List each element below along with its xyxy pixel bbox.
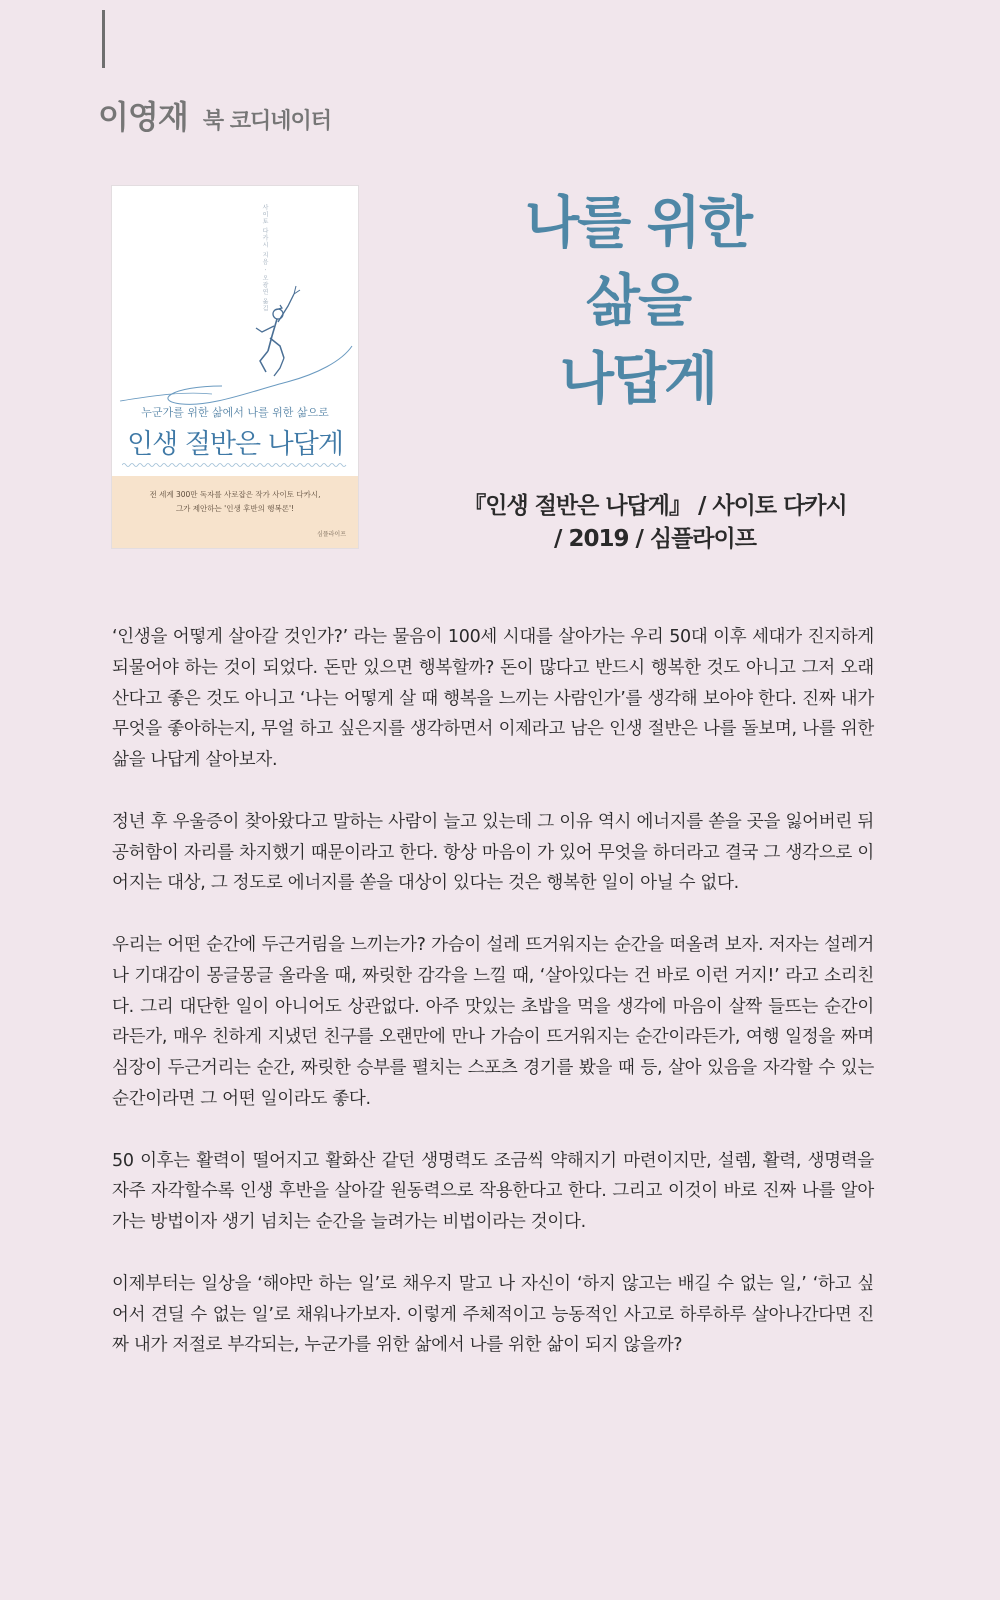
cover-title: 인생 절반은 나답게 [127, 429, 343, 460]
headline [488, 185, 788, 419]
headline-line: 삶을 [585, 269, 691, 334]
article-body [112, 622, 874, 1392]
book-info-line-1: 『인생 절반은 나답게』 / 사이토 다카시 [463, 493, 847, 519]
cover-illustration-icon [112, 186, 358, 416]
cover-wave-icon [122, 462, 348, 468]
paragraph: 정년 후 우울증이 찾아왔다고 말하는 사람이 늘고 있는데 그 이유 역시 에너지를 쏟을 곳을 잃어버린 뒤 공허함이 자리를 차지했기 때문이라고 한다. 항상 마음이 가 있어 무엇을 하더라고 결국 그 생각으로 이어지는 대상, 그 정도로 에너지를 쏟을 대상이 있다는 것은 행복한 일이 아닐 수 없다. [112, 811, 874, 894]
cover-subtitle: 누군가를 위한 삶에서 나를 위한 삶으로 [141, 406, 329, 419]
paragraph: 50 이후는 활력이 떨어지고 활화산 같던 생명력도 조금씩 약해지기 마련이지만, 설렘, 활력, 생명력을 자주 자각할수록 인생 후반을 살아갈 원동력으로 작용한다고 한다. 그리고 이것이 바로 진짜 나를 알아가는 방법이자 생기 넘치는 순간을 늘려가는 비법이라는 것이다. [112, 1150, 874, 1233]
book-cover [112, 186, 358, 548]
book-info [420, 490, 890, 556]
paragraph: 이제부터는 일상을 ‘해야만 하는 일’로 채우지 말고 나 자신이 ‘하지 않고는 배길 수 없는 일,’ ‘하고 싶어서 견딜 수 없는 일’로 채워나가보자. 이렇게 주체적이고 능동적인 사고로 하루하루 살아나간다면 진짜 내가 저절로 부각되는, 누군가를 위한 삶에서 나를 위한 삶이 되지 않을까? [112, 1273, 874, 1356]
cover-band [112, 476, 358, 548]
cover-author-credit: 사이토 다카시 지음 · 오광연 옮김 [261, 204, 268, 313]
paragraph: 우리는 어떤 순간에 두근거림을 느끼는가? 가슴이 설레 뜨거워지는 순간을 떠올려 보자. 저자는 설레거나 기대감이 몽글몽글 올라올 때, 짜릿한 감각을 느낄 때, ‘살아있다는 건 바로 이런 거지!’ 라고 소리친다. 그리 대단한 일이 아니어도 상관없다. 아주 맛있는 초밥을 먹을 생각에 마음이 살짝 들뜨는 순간이라든가, 매우 친하게 지냈던 친구를 오랜만에 만나 가슴이 뜨거워지는 순간이라든가, 여행 일정을 짜며 심장이 두근거리는 순간, 짜릿한 승부를 펼치는 스포츠 경기를 봤을 때 등, 살아 있음을 자각할 수 있는 순간이라면 그 어떤 일이라도 좋다. [112, 934, 874, 1109]
author-name: 이영재 [98, 98, 188, 136]
paragraph: ‘인생을 어떻게 살아갈 것인가?’ 라는 물음이 100세 시대를 살아가는 우리 50대 이후 세대가 진지하게 되물어야 하는 것이 되었다. 돈만 있으면 행복할까? 돈이 많다고 반드시 행복한 것도 아니고 그저 오래 산다고 좋은 것도 아니고 ‘나는 어떻게 살 때 행복을 느끼는 사람인가’를 생각해 보아야 한다. 진짜 내가 무엇을 좋아하는지, 무얼 하고 싶은지를 생각하면서 이제라고 남은 인생 절반은 나를 돌보며, 나를 위한 삶을 나답게 살아보자. [112, 627, 874, 771]
author-header [98, 92, 331, 138]
headline-line: 나답게 [559, 347, 717, 412]
book-info-line-2: / 2019 / 심플라이프 [554, 526, 756, 552]
author-role: 북 코디네이터 [202, 109, 332, 134]
cover-band-text [112, 488, 358, 516]
headline-line: 나를 위한 [525, 191, 751, 256]
cover-publisher: 심플라이프 [317, 531, 346, 538]
top-divider [102, 10, 105, 68]
cover-band-line: 전 세계 300만 독자를 사로잡은 작가 사이토 다카시, [149, 490, 321, 499]
cover-band-line: 그가 제안하는 '인생 후반의 행복론'! [175, 504, 295, 513]
